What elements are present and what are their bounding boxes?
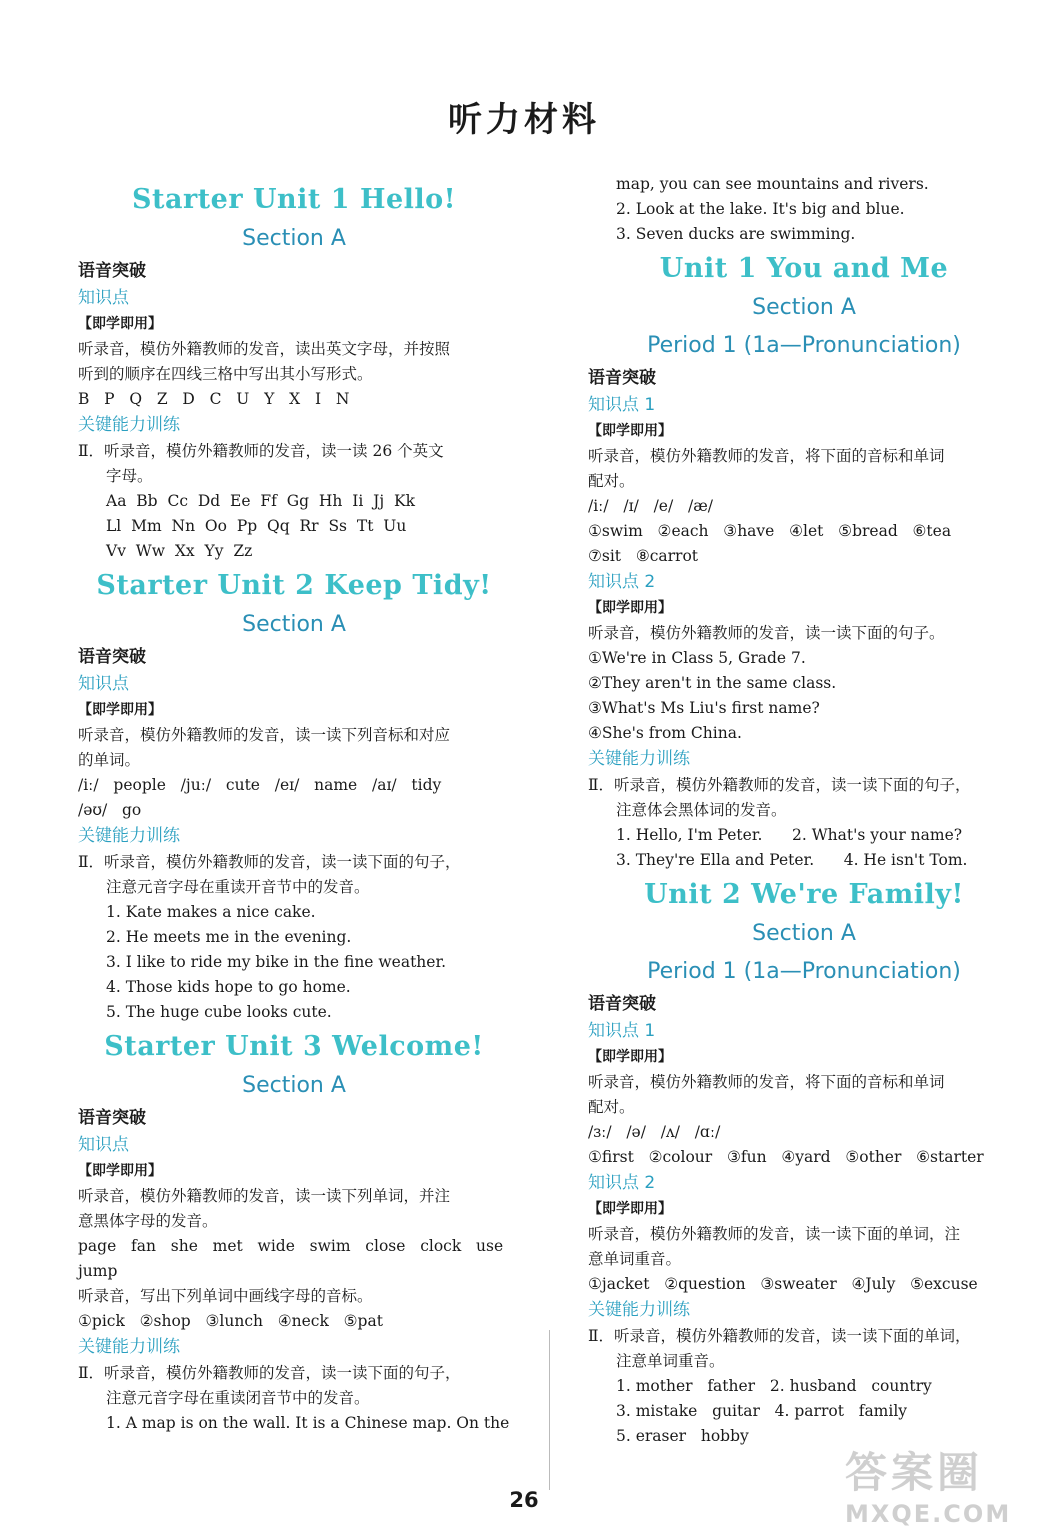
exercise-instruction: 注意元音字母在重读开音节中的发音。 — [106, 878, 370, 896]
heading-phonics: 语音突破 — [78, 647, 146, 667]
tag-practice: 【即学即用】 — [588, 600, 672, 616]
period-title: Period 1 (1a—Pronunciation) — [647, 333, 961, 358]
unit-title: Starter Unit 2 Keep Tidy! — [96, 570, 492, 601]
heading-knowledge-point: 知识点 — [78, 288, 129, 308]
watermark-bottom: MXQE.COM — [845, 1500, 1012, 1528]
sentence: map, you can see mountains and rivers. — [616, 175, 929, 193]
instruction: 听录音，写出下列单词中画线字母的音标。 — [78, 1287, 373, 1305]
unit-title: Starter Unit 3 Welcome! — [104, 1031, 484, 1062]
heading-knowledge-point: 知识点 1 — [588, 1021, 656, 1041]
section-title: Section A — [242, 612, 346, 637]
heading-phonics: 语音突破 — [588, 368, 656, 388]
phonetic-row: /iː/ /ɪ/ /e/ /æ/ — [588, 497, 713, 515]
sentence: ②They aren't in the same class. — [588, 674, 837, 692]
word-row: 1. mother father 2. husband country — [616, 1377, 932, 1395]
tag-practice: 【即学即用】 — [78, 316, 162, 332]
phonetic-row: /iː/ people /juː/ cute /eɪ/ name /aɪ/ tidy — [78, 776, 442, 794]
instruction: 听录音，模仿外籍教师的发音，读一读下列音标和对应 — [78, 726, 451, 744]
sentence: 2. He meets me in the evening. — [106, 928, 352, 946]
alphabet-row: Ll Mm Nn Oo Pp Qq Rr Ss Tt Uu — [106, 517, 407, 535]
unit-title: Unit 1 You and Me — [659, 253, 949, 284]
instruction: 听录音，模仿外籍教师的发音，读一读下面的单词，注 — [588, 1225, 961, 1243]
phonetic-row: /əʊ/ go — [78, 801, 142, 819]
exercise-instruction: Ⅱ．听录音，模仿外籍教师的发音，读一读下面的句子， — [588, 776, 971, 794]
word-row: ①pick ②shop ③lunch ④neck ⑤pat — [78, 1312, 383, 1330]
word-row: ⑦sit ⑧carrot — [588, 547, 699, 565]
exercise-instruction: Ⅱ．听录音，模仿外籍教师的发音，读一读下面的句子， — [78, 1364, 461, 1382]
instruction: 听录音，模仿外籍教师的发音，将下面的音标和单词 — [588, 1073, 945, 1091]
instruction: 听录音，模仿外籍教师的发音，读一读下列单词，并注 — [78, 1187, 451, 1205]
section-title: Section A — [242, 1073, 346, 1098]
heading-knowledge-point: 知识点 — [78, 674, 129, 694]
exercise-instruction: Ⅱ．听录音，模仿外籍教师的发音，读一读下面的句子， — [78, 853, 461, 871]
sentence: 2. Look at the lake. It's big and blue. — [616, 200, 905, 218]
sentence: 3. Seven ducks are swimming. — [616, 225, 856, 243]
sentence: 1. Kate makes a nice cake. — [106, 903, 316, 921]
instruction: 听录音，模仿外籍教师的发音，读出英文字母，并按照 — [78, 340, 451, 358]
column-divider — [549, 1330, 550, 1490]
sentence: ④She's from China. — [588, 724, 742, 742]
heading-knowledge-point: 知识点 — [78, 1135, 129, 1155]
exercise-instruction: 注意元音字母在重读闭音节中的发音。 — [106, 1389, 370, 1407]
sentence: 1. A map is on the wall. It is a Chinese map. On the — [106, 1414, 510, 1432]
tag-practice: 【即学即用】 — [588, 423, 672, 439]
heading-key-skills: 关键能力训练 — [588, 1300, 690, 1320]
heading-knowledge-point: 知识点 2 — [588, 1173, 656, 1193]
exercise-instruction: Ⅱ．听录音，模仿外籍教师的发音，读一读 26 个英文 — [78, 442, 444, 460]
tag-practice: 【即学即用】 — [588, 1201, 672, 1217]
alphabet-row: Aa Bb Cc Dd Ee Ff Gg Hh Ii Jj Kk — [106, 492, 416, 510]
section-title: Section A — [752, 295, 856, 320]
phonetic-row: /ɜː/ /ə/ /ʌ/ /ɑː/ — [588, 1123, 721, 1141]
letter-list: B P Q Z D C U Y X I N — [78, 390, 350, 408]
right-column — [588, 172, 1020, 1449]
instruction: 配对。 — [588, 1098, 635, 1116]
heading-knowledge-point: 知识点 2 — [588, 572, 656, 592]
exercise-instruction: 注意单词重音。 — [616, 1352, 725, 1370]
heading-knowledge-point: 知识点 1 — [588, 395, 656, 415]
tag-practice: 【即学即用】 — [588, 1049, 672, 1065]
instruction: 的单词。 — [78, 751, 141, 769]
heading-phonics: 语音突破 — [588, 994, 656, 1014]
heading-key-skills: 关键能力训练 — [78, 1337, 180, 1357]
instruction: 意单词重音。 — [588, 1250, 682, 1268]
sentence: 5. The huge cube looks cute. — [106, 1003, 332, 1021]
exercise-instruction: Ⅱ．听录音，模仿外籍教师的发音，读一读下面的单词， — [588, 1327, 971, 1345]
watermark-logo — [845, 1440, 1045, 1536]
page-number: 26 — [509, 1488, 539, 1512]
exercise-instruction: 字母。 — [106, 467, 153, 485]
word-row: 3. mistake guitar 4. parrot family — [616, 1402, 908, 1420]
sentence: 3. I like to ride my bike in the fine weather. — [106, 953, 447, 971]
instruction: 配对。 — [588, 472, 635, 490]
section-title: Section A — [242, 226, 346, 251]
tag-practice: 【即学即用】 — [78, 1163, 162, 1179]
period-title: Period 1 (1a—Pronunciation) — [647, 959, 961, 984]
unit-title: Starter Unit 1 Hello! — [131, 184, 457, 215]
exercise-instruction: 注意体会黑体词的发音。 — [616, 801, 787, 819]
heading-phonics: 语音突破 — [78, 1108, 146, 1128]
heading-key-skills: 关键能力训练 — [78, 415, 180, 435]
instruction: 意黑体字母的发音。 — [78, 1212, 218, 1230]
heading-phonics: 语音突破 — [78, 261, 146, 281]
section-title: Section A — [752, 921, 856, 946]
heading-key-skills: 关键能力训练 — [78, 826, 180, 846]
sentence: 1. Hello, I'm Peter. 2. What's your name? — [616, 826, 963, 844]
instruction: 听录音，模仿外籍教师的发音，读一读下面的句子。 — [588, 624, 945, 642]
alphabet-row: Vv Ww Xx Yy Zz — [106, 542, 253, 560]
tag-practice: 【即学即用】 — [78, 702, 162, 718]
left-column — [78, 178, 510, 1436]
word-row: ①jacket ②question ③sweater ④July ⑤excuse — [588, 1275, 978, 1293]
unit-title: Unit 2 We're Family! — [644, 879, 964, 910]
sentence: 4. Those kids hope to go home. — [106, 978, 351, 996]
word-row: ①first ②colour ③fun ④yard ⑤other ⑥starter — [588, 1148, 984, 1166]
word-row: page fan she met wide swim close clock use — [78, 1237, 504, 1255]
word-row: ①swim ②each ③have ④let ⑤bread ⑥tea — [588, 522, 952, 540]
instruction: 听录音，模仿外籍教师的发音，将下面的音标和单词 — [588, 447, 945, 465]
page-title: 听力材料 — [448, 100, 600, 140]
word-row: jump — [78, 1262, 118, 1280]
sentence: ①We're in Class 5, Grade 7. — [588, 649, 806, 667]
sentence: ③What's Ms Liu's first name? — [588, 699, 820, 717]
instruction: 听到的顺序在四线三格中写出其小写形式。 — [78, 365, 373, 383]
sentence: 3. They're Ella and Peter. 4. He isn't Tom. — [616, 851, 968, 869]
heading-key-skills: 关键能力训练 — [588, 749, 690, 769]
word-row: 5. eraser hobby — [616, 1427, 749, 1445]
watermark-top: 答案圈 — [845, 1448, 984, 1497]
